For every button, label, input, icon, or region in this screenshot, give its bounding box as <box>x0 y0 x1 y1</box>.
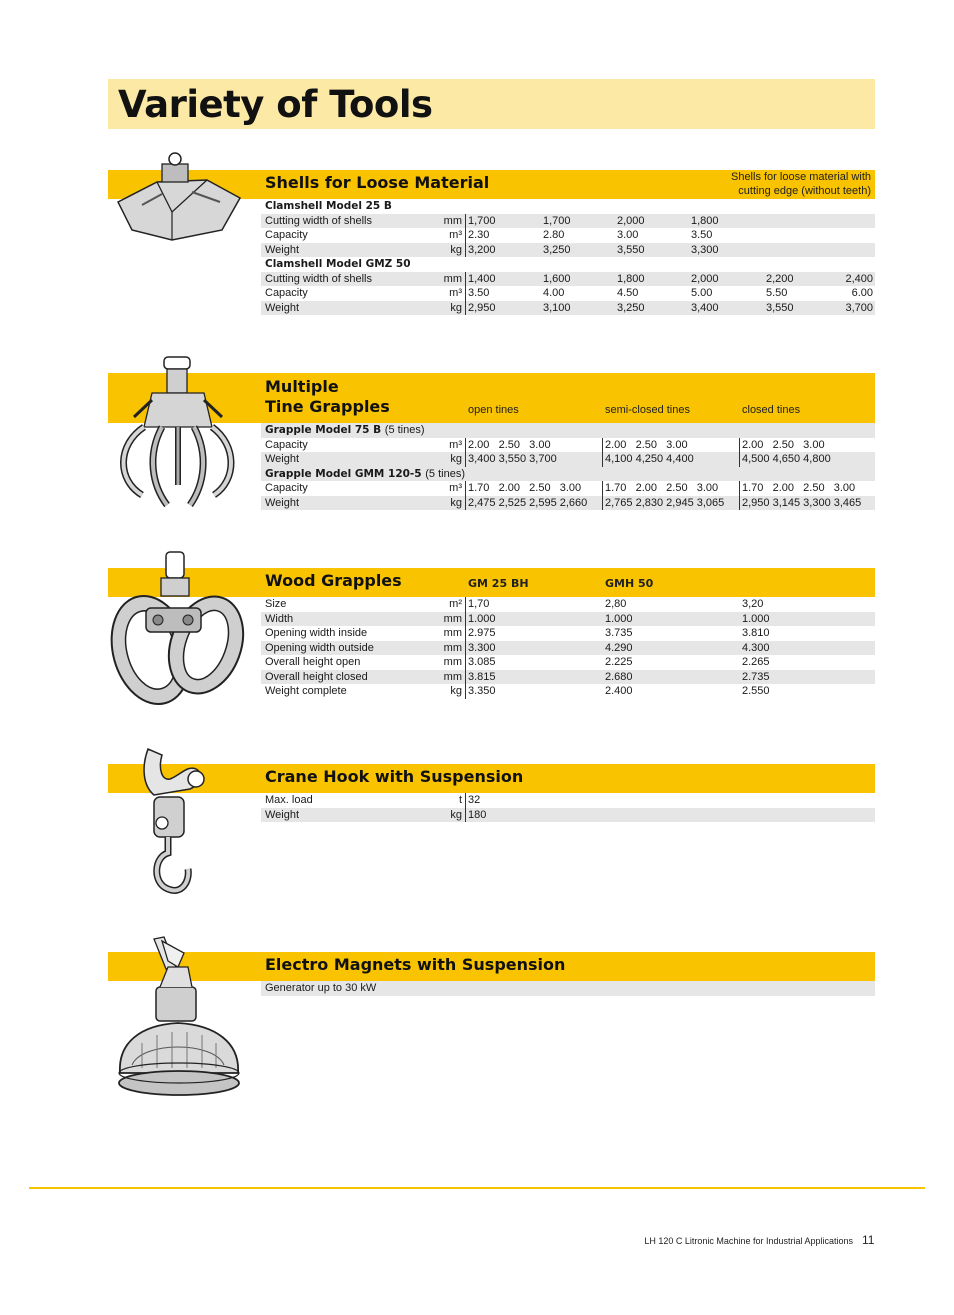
tine-col-semi: semi-closed tines <box>605 404 690 416</box>
shells-cell: 3,250 <box>543 243 571 256</box>
wood-divider <box>465 655 466 670</box>
shells-row-unit: m³ <box>449 287 462 299</box>
tine-model1 <box>261 423 875 438</box>
tine-group-divider <box>602 496 603 511</box>
wood-table <box>261 597 875 699</box>
hook-row-label: Max. load <box>265 794 313 806</box>
footer-rule <box>29 1187 925 1189</box>
wood-row-unit: kg <box>450 685 462 697</box>
tine-divider <box>465 438 466 453</box>
tine-model1-note: (5 tines) <box>384 424 425 436</box>
shells-row-unit: kg <box>450 301 462 314</box>
tine-title-line1: Multiple <box>265 377 339 396</box>
shells-row-label: Capacity <box>265 229 308 241</box>
wood-row-label: Size <box>265 598 287 610</box>
wood-cell: 2,80 <box>605 598 627 610</box>
shells-row-label: Weight <box>265 243 300 256</box>
shells-cell: 2.30 <box>468 229 490 241</box>
tine-cell: 2,950 3,145 3,300 3,465 <box>742 496 862 509</box>
shells-row-label: Weight <box>265 301 300 314</box>
wood-grapple-illustration <box>106 550 246 710</box>
clamshell-illustration <box>112 150 247 242</box>
hook-divider <box>465 793 466 808</box>
shells-row <box>261 301 875 316</box>
wood-cell: 4.300 <box>742 641 770 654</box>
shells-cell: 2,000 <box>617 214 645 227</box>
shells-divider <box>465 286 466 301</box>
tine-title-line2: Tine Grapples <box>265 397 390 416</box>
wood-title: Wood Grapples <box>265 571 402 590</box>
hook-cell: 180 <box>468 808 487 821</box>
hook-table <box>261 793 875 822</box>
shells-cell: 3,700 <box>845 301 873 314</box>
hook-divider <box>465 808 466 823</box>
tine-row-unit: kg <box>450 496 462 509</box>
title-band <box>108 79 875 129</box>
footer-text: LH 120 C Litronic Machine for Industrial Applications <box>644 1236 853 1246</box>
tine-col-open: open tines <box>468 404 519 416</box>
wood-cell: 4.290 <box>605 641 633 654</box>
wood-divider <box>465 670 466 685</box>
shells-row <box>261 214 875 229</box>
magnet-row-label: Generator up to 30 kW <box>265 982 377 994</box>
shells-row-label: Cutting width of shells <box>265 214 372 227</box>
shells-row-unit: m³ <box>449 229 462 241</box>
tine-row-label: Capacity <box>265 438 308 451</box>
shells-cell: 5.50 <box>766 287 788 299</box>
shells-cell: 3,550 <box>766 301 794 314</box>
tine-cell: 2,475 2,525 2,595 2,660 <box>468 496 588 509</box>
tine-grapple-illustration <box>112 355 252 515</box>
shells-cell: 2,000 <box>691 272 719 285</box>
wood-row <box>261 655 875 670</box>
wood-row-label: Weight complete <box>265 685 347 697</box>
wood-cell: 3.815 <box>468 670 496 683</box>
shells-cell: 3,250 <box>617 301 645 314</box>
tine-model2-label: Grapple Model GMM 120-5 <box>265 467 422 480</box>
tine-cell: 1.70 2.00 2.50 3.00 <box>605 482 719 494</box>
tine-cell: 2.00 2.50 3.00 <box>605 438 688 451</box>
hook-cell: 32 <box>468 794 481 806</box>
shells-model1 <box>261 199 875 214</box>
wood-row <box>261 641 875 656</box>
shells-cell: 5.00 <box>691 287 713 299</box>
tine-row <box>261 496 875 511</box>
wood-row <box>261 670 875 685</box>
shells-model1-label: Clamshell Model 25 B <box>265 200 392 212</box>
wood-row <box>261 612 875 627</box>
hook-row-label: Weight <box>265 808 300 821</box>
shells-row-unit: mm <box>443 214 462 227</box>
wood-divider <box>465 612 466 627</box>
shells-note <box>731 170 871 198</box>
tine-group-divider <box>602 481 603 496</box>
shells-cell: 2,400 <box>845 272 873 285</box>
wood-cell: 3.085 <box>468 656 496 668</box>
electro-magnet-illustration <box>112 933 252 1115</box>
shells-model2-label: Clamshell Model GMZ 50 <box>265 258 411 270</box>
shells-cell: 3,100 <box>543 301 571 314</box>
wood-cell: 1.000 <box>468 612 496 625</box>
magnet-title: Electro Magnets with Suspension <box>265 955 566 974</box>
shells-row <box>261 243 875 258</box>
wood-row-label: Opening width inside <box>265 627 368 639</box>
wood-row-unit: m² <box>449 598 462 610</box>
shells-row-label: Capacity <box>265 287 308 299</box>
tine-group-divider <box>739 496 740 511</box>
tine-cell: 1.70 2.00 2.50 3.00 <box>468 482 582 494</box>
tine-row-label: Capacity <box>265 482 308 494</box>
hook-row <box>261 808 875 823</box>
wood-divider <box>465 597 466 612</box>
tine-row-unit: kg <box>450 453 462 465</box>
tine-row-label: Weight <box>265 496 300 509</box>
tine-cell: 4,500 4,650 4,800 <box>742 453 831 465</box>
shells-cell: 3,550 <box>617 243 645 256</box>
shells-cell: 4.50 <box>617 287 639 299</box>
shells-cell: 4.00 <box>543 287 565 299</box>
shells-cell: 3.50 <box>691 229 713 241</box>
tine-divider <box>465 481 466 496</box>
tine-row <box>261 481 875 496</box>
shells-divider <box>465 214 466 229</box>
shells-model2 <box>261 257 875 272</box>
wood-cell: 2.550 <box>742 685 770 697</box>
tine-group-divider <box>602 452 603 467</box>
shells-divider <box>465 272 466 287</box>
shells-cell: 3,200 <box>468 243 496 256</box>
wood-row <box>261 597 875 612</box>
tine-cell: 2.00 2.50 3.00 <box>742 438 825 451</box>
shells-cell: 3.00 <box>617 229 639 241</box>
tine-row <box>261 452 875 467</box>
crane-hook-illustration <box>140 745 210 895</box>
shells-title: Shells for Loose Material <box>265 173 490 192</box>
wood-row-label: Width <box>265 612 294 625</box>
hook-title: Crane Hook with Suspension <box>265 767 524 786</box>
wood-cell: 2.400 <box>605 685 633 697</box>
tine-cell: 2.00 2.50 3.00 <box>468 438 551 451</box>
shells-row-unit: mm <box>443 272 462 285</box>
wood-cell: 3.350 <box>468 685 496 697</box>
wood-cell: 1,70 <box>468 598 490 610</box>
shells-note-line2: cutting edge (without teeth) <box>738 185 871 197</box>
shells-cell: 1,600 <box>543 272 571 285</box>
magnet-row <box>261 981 875 996</box>
shells-row <box>261 272 875 287</box>
shells-cell: 1,400 <box>468 272 496 285</box>
wood-cell: 1.000 <box>742 612 770 625</box>
shells-divider <box>465 228 466 243</box>
shells-cell: 2,950 <box>468 301 496 314</box>
shells-divider <box>465 301 466 316</box>
wood-divider <box>465 626 466 641</box>
wood-row-unit: mm <box>443 656 462 668</box>
wood-col-gmh50: GMH 50 <box>605 577 654 590</box>
wood-row-unit: mm <box>443 670 462 683</box>
shells-cell: 3,400 <box>691 301 719 314</box>
shells-cell: 3.50 <box>468 287 490 299</box>
shells-table <box>261 199 875 315</box>
shells-cell: 3,300 <box>691 243 719 256</box>
shells-cell: 1,700 <box>468 214 496 227</box>
wood-col-gm25bh: GM 25 BH <box>468 577 529 590</box>
shells-cell: 2.80 <box>543 229 565 241</box>
wood-row <box>261 684 875 699</box>
wood-row-label: Opening width outside <box>265 641 374 654</box>
shells-row <box>261 286 875 301</box>
shells-note-line1: Shells for loose material with <box>730 171 871 183</box>
hook-row-unit: t <box>458 794 462 806</box>
wood-row-label: Overall height closed <box>265 670 368 683</box>
tine-col-closed: closed tines <box>742 404 801 416</box>
wood-cell: 2.975 <box>468 627 496 639</box>
wood-divider <box>465 641 466 656</box>
shells-cell: 1,800 <box>691 214 719 227</box>
wood-divider <box>465 684 466 699</box>
tine-model2 <box>261 467 875 482</box>
tine-cell: 4,100 4,250 4,400 <box>605 453 694 465</box>
shells-cell: 2,200 <box>766 272 794 285</box>
wood-cell: 3.810 <box>742 627 770 639</box>
tine-divider <box>465 452 466 467</box>
page-title: Variety of Tools <box>118 83 433 126</box>
shells-row-unit: kg <box>450 243 462 256</box>
wood-row-label: Overall height open <box>265 656 361 668</box>
magnet-table <box>261 981 875 996</box>
wood-cell: 2.680 <box>605 670 633 683</box>
tine-row <box>261 438 875 453</box>
shells-row <box>261 228 875 243</box>
wood-cell: 1.000 <box>605 612 633 625</box>
wood-cell: 2.265 <box>742 656 770 668</box>
wood-row <box>261 626 875 641</box>
tine-row-unit: m³ <box>449 482 462 494</box>
wood-cell: 3.735 <box>605 627 633 639</box>
wood-row-unit: mm <box>443 612 462 625</box>
tine-divider <box>465 496 466 511</box>
shells-cell: 1,800 <box>617 272 645 285</box>
wood-row-unit: mm <box>443 641 462 654</box>
hook-row <box>261 793 875 808</box>
tine-row-unit: m³ <box>449 438 462 451</box>
hook-row-unit: kg <box>450 808 462 821</box>
wood-cell: 3.300 <box>468 641 496 654</box>
shells-cell: 1,700 <box>543 214 571 227</box>
shells-cell: 6.00 <box>851 287 873 299</box>
wood-cell: 2.225 <box>605 656 633 668</box>
tine-cell: 3,400 3,550 3,700 <box>468 453 557 465</box>
tine-model1-label: Grapple Model 75 B <box>265 424 382 436</box>
tine-cell: 1.70 2.00 2.50 3.00 <box>742 482 856 494</box>
tine-group-divider <box>739 481 740 496</box>
tine-row-label: Weight <box>265 453 300 465</box>
tine-group-divider <box>739 438 740 453</box>
tine-table <box>261 423 875 510</box>
wood-cell: 2.735 <box>742 670 770 683</box>
tine-group-divider <box>739 452 740 467</box>
shells-row-label: Cutting width of shells <box>265 272 372 285</box>
shells-divider <box>465 243 466 258</box>
tine-cell: 2,765 2,830 2,945 3,065 <box>605 496 725 509</box>
wood-row-unit: mm <box>443 627 462 639</box>
wood-cell: 3,20 <box>742 598 764 610</box>
tine-model2-note: (5 tines) <box>425 467 466 480</box>
tine-title <box>265 377 390 417</box>
tine-group-divider <box>602 438 603 453</box>
page-number: 11 <box>862 1233 875 1247</box>
